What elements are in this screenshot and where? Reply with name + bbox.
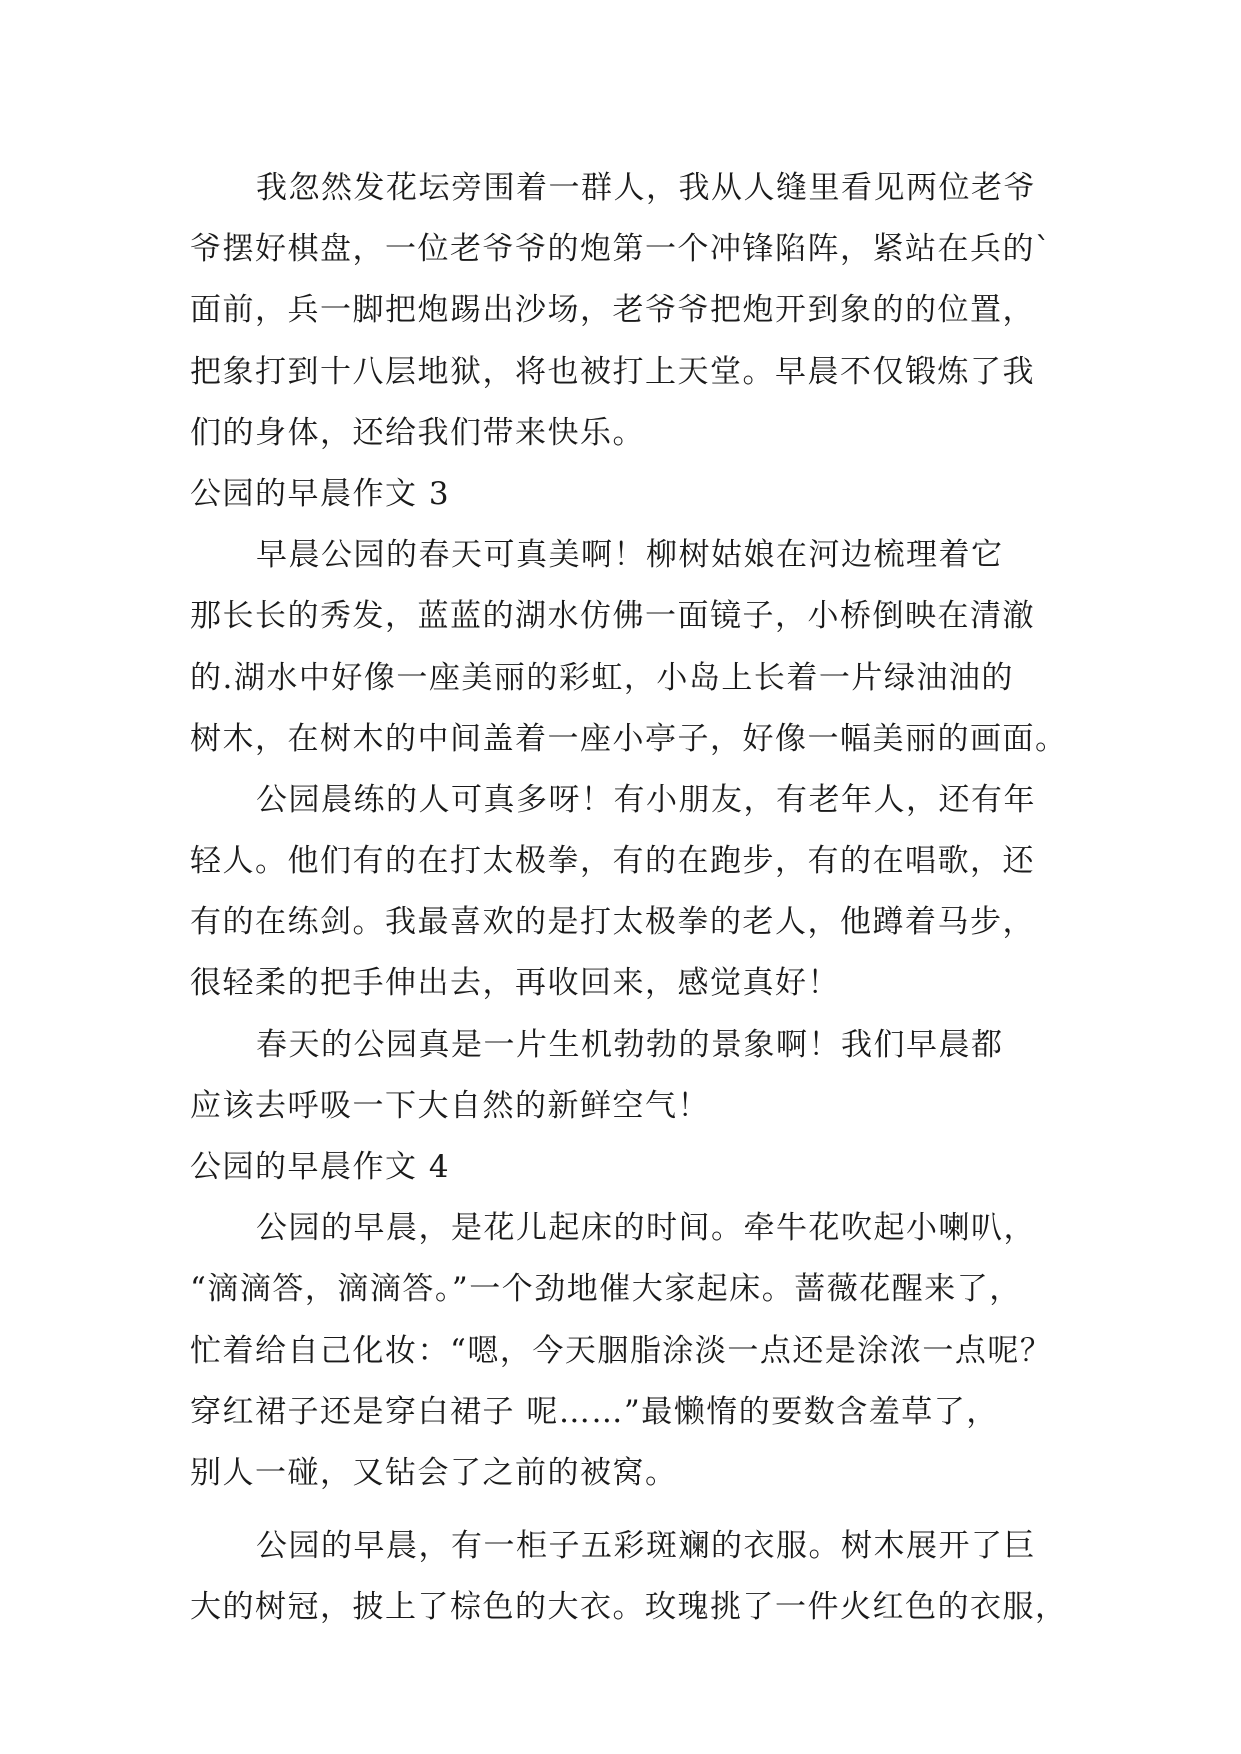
section-heading: 公园的早晨作文 4 [190,1149,451,1185]
section-heading: 公园的早晨作文 3 [190,475,451,512]
text-line: 的.湖水中好像一座美丽的彩虹，小岛上长着一片绿油油的 [190,659,1014,696]
text-line: 春天的公园真是一片生机勃勃的景象啊！我们早晨都 [256,1026,1004,1063]
text-line: 忙着给自己化妆：“嗯，今天胭脂涂淡一点还是涂浓一点呢？ [190,1332,1053,1369]
text-line: 面前，兵一脚把炮踢出沙场，老爷爷把炮开到象的的位置， [190,292,1035,329]
text-line: 穿红裙子还是穿白裙子 呢……”最懒惰的要数含羞草了， [190,1393,999,1430]
text-line: 树木，在树木的中间盖着一座小亭子，好像一幅美丽的画面。 [190,720,1068,757]
text-line: 很轻柔的把手伸出去，再收回来，感觉真好！ [190,965,840,1002]
text-line: 们的身体，还给我们带来快乐。 [190,414,645,451]
text-line: 别人一碰，又钻会了之前的被窝。 [190,1454,678,1491]
text-line: 我忽然发花坛旁围着一群人，我从人缝里看见两位老爷 [256,170,1036,206]
text-line: 公园的早晨，是花儿起床的时间。牵牛花吹起小喇叭， [256,1210,1036,1247]
text-line: “滴滴答，滴滴答。”一个劲地催大家起床。蔷薇花醒来了， [190,1271,1022,1308]
text-line: 大的树冠，披上了棕色的大衣。玫瑰挑了一件火红色的衣服， [190,1589,1068,1626]
text-line: 公园的早晨，有一柜子五彩斑斓的衣服。树木展开了巨 [256,1528,1036,1565]
text-line: 应该去呼吸一下大自然的新鲜空气！ [190,1087,710,1124]
paragraph [190,1516,1068,1638]
document-page [190,158,1068,1639]
paragraph [190,770,1050,1015]
text-line: 爷摆好棋盘，一位老爷爷的炮第一个冲锋陷阵，紧站在兵的` [190,231,1052,268]
text-line: 轻人。他们有的在打太极拳，有的在跑步，有的在唱歌，还 [190,843,1035,880]
text-line: 早晨公园的春天可真美啊！柳树姑娘在河边梳理着它 [256,537,1004,574]
paragraph-gap [190,1504,1050,1516]
paragraph [190,1198,1053,1504]
text-line: 有的在练剑。我最喜欢的是打太极拳的老人，他蹲着马步， [190,904,1035,941]
paragraph [190,1015,1050,1137]
text-line: 公园晨练的人可真多呀！有小朋友，有老年人，还有年 [256,781,1036,818]
paragraph [190,525,1068,770]
text-line: 把象打到十八层地狱，将也被打上天堂。早晨不仅锻炼了我 [190,353,1035,390]
paragraph [190,158,1050,464]
text-line: 那长长的秀发，蓝蓝的湖水仿佛一面镜子，小桥倒映在清澈 [190,598,1035,635]
